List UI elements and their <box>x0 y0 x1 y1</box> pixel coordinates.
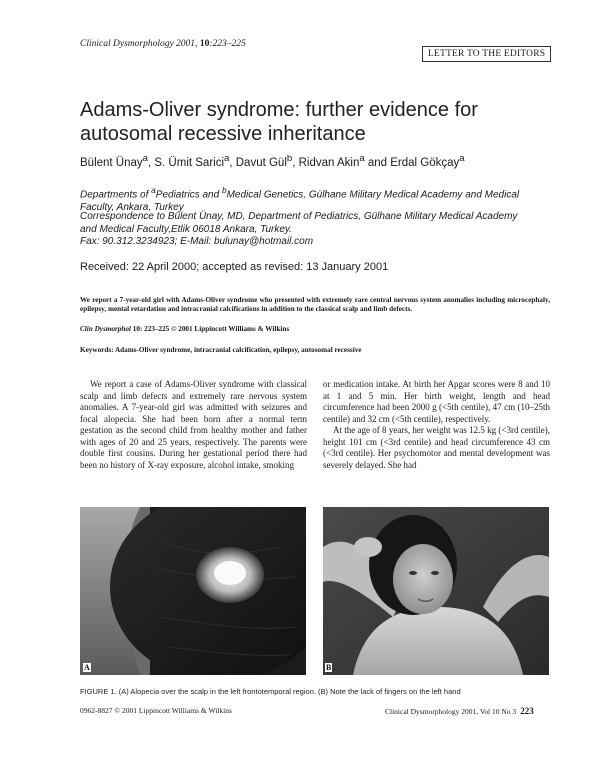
footer-copyright: 0962-8827 © 2001 Lippincott Williams & Wilkins <box>80 706 232 715</box>
citation-line <box>80 325 289 333</box>
journal-ref-volume: 10 <box>199 39 210 49</box>
author-list <box>80 153 465 169</box>
body-paragraph: or medication intake. At birth her Apgar scores were 8 and 10 at 1 and 5 min. Her birth weight, length and head circumference had been 2000 g (<5th centile), 47 cm (10–25th centile) and 32 cm (<5th centile), respectively. <box>323 379 550 424</box>
correspondence-address: Correspondence to Bülent Ünay, MD, Department of Pediatrics, Gülhane Military Medical Academy and Medical Faculty,Etlik 06018 Ankara, Turkey. <box>80 211 518 235</box>
footer-journal <box>385 706 534 716</box>
author-1: Bülent Ünay$^a$, <box>80 153 155 169</box>
figure-photo-b <box>323 507 549 675</box>
article-title: Adams-Oliver syndrome: further evidence for autosomal recessive inheritance <box>80 99 478 145</box>
journal-reference <box>80 39 246 49</box>
figure-caption: FIGURE 1. (A) Alopecia over the scalp in the left frontotemporal region. (B) Note the lack of fingers on the left hand <box>80 687 461 696</box>
body-paragraph: At the age of 8 years, her weight was 12.5 kg (<3rd centile), height 101 cm (<3rd centile) and head circumference 43 cm (<3rd centile). Her psychomotor and mental development was severely delayed. She had <box>323 425 550 470</box>
author-2: S. Ümit Sarici$^a$, <box>154 153 236 169</box>
keywords-text: Adams-Oliver syndrome, intracranial calcification, epilepsy, autosomal recessive <box>113 346 362 354</box>
page-number: 223 <box>520 706 534 716</box>
keywords-label: Keywords: <box>80 346 114 354</box>
correspondence <box>80 211 530 249</box>
author-3: Davut Gül$^b$, <box>235 153 299 169</box>
body-paragraph: We report a case of Adams-Oliver syndrome with classical scalp and limb defects and extremely rare nervous system anomalies. A 7-year-old girl was admitted with seizures and focal alopecia. She had been born after a normal term gestation as the second child from healthy mother and father with ages of 20 and 25 years, respectively. The parents were double first cousins. During her gestational period there had been no history of X-ray exposure, alcohol intake, smoking <box>80 379 307 470</box>
figure-label-a: A <box>84 663 90 672</box>
section-label: LETTER TO THE EDITORS <box>422 46 551 62</box>
footer-journal-text: Clinical Dysmorphology 2001, Vol 10 No 3 <box>385 707 517 716</box>
citation-rest: 10: 223–225 © 2001 Lippincott Williams & Wilkins <box>130 325 290 333</box>
figure-label-b: B <box>326 663 332 672</box>
author-5: Erdal Gökçay$^a$ <box>390 153 465 169</box>
body-column-1 <box>80 379 307 471</box>
received-dates: Received: 22 April 2000; accepted as revised: 13 January 2001 <box>80 261 389 273</box>
keywords <box>80 346 362 354</box>
journal-ref-pages: :223–225 <box>209 39 246 49</box>
affiliations: Departments of $^a$Pediatrics and $^b$Medical Genetics, Gülhane Military Medical Academy and Medical Faculty, Ankara, Turkey <box>80 185 520 213</box>
abstract: We report a 7-year-old girl with Adams-Oliver syndrome who presented with extremely rare central nervous system anomalies including microcephaly, epilepsy, mental retardation and intracranial calcifications in addition to the classical scalp and limb defects. <box>80 296 550 313</box>
journal-ref-prefix: Clinical Dysmorphology 2001, <box>80 39 200 49</box>
correspondence-contact: Fax: 90.312.3234923; E-Mail: bulunay@hotmail.com <box>80 236 314 247</box>
figure-photo-a <box>80 507 306 675</box>
body-column-2 <box>323 379 550 471</box>
citation-journal: Clin Dysmorphol <box>80 325 131 333</box>
author-4: Ridvan Akin$^a$ and <box>298 153 391 169</box>
